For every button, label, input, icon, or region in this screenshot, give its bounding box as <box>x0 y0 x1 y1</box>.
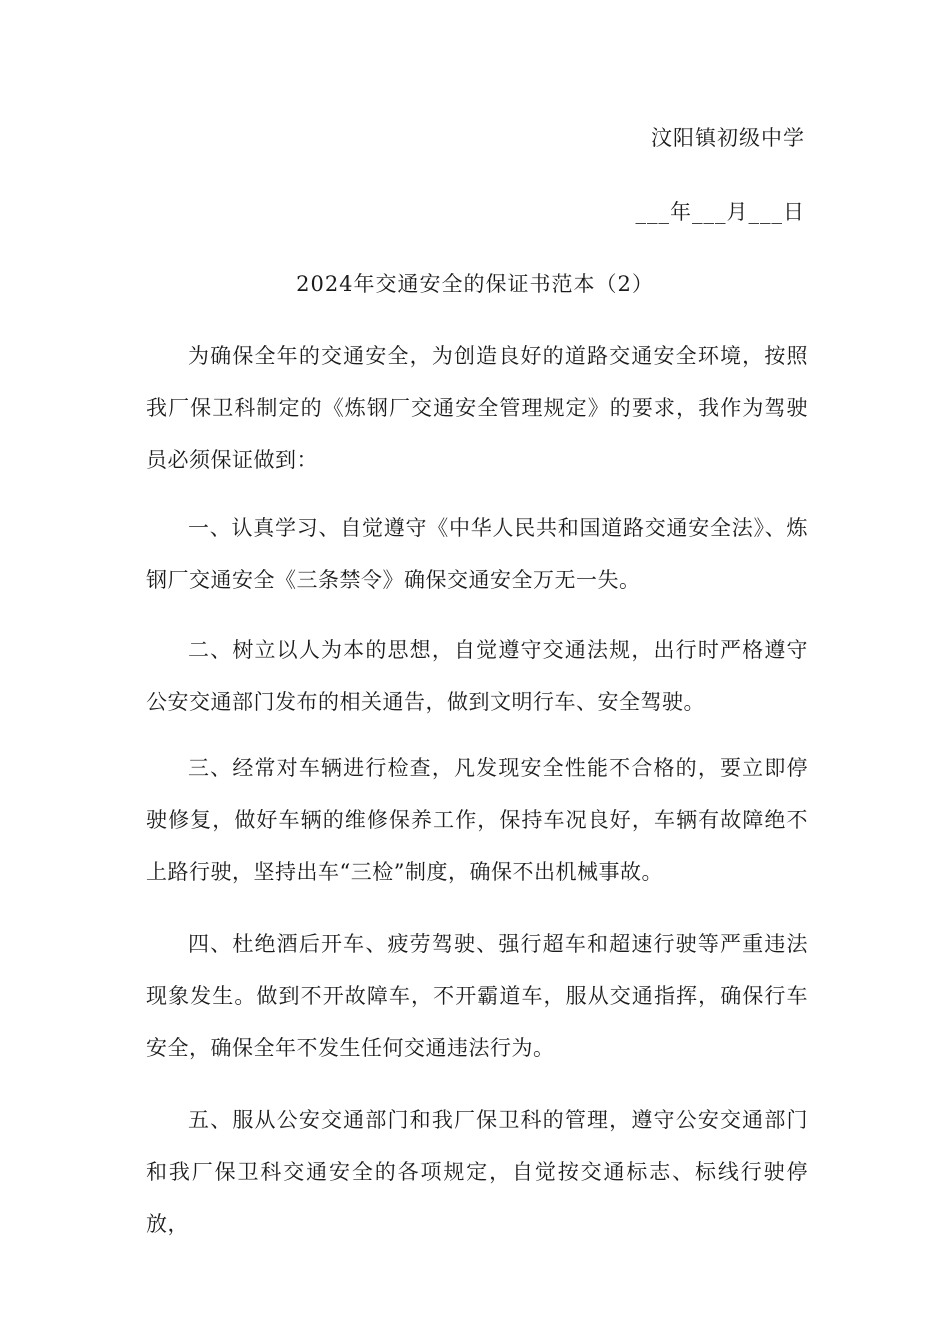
intro-paragraph: 为确保全年的交通安全，为创造良好的道路交通安全环境，按照我厂保卫科制定的《炼钢厂交通安全管理规定》的要求，我作为驾驶员必须保证做到： <box>146 344 808 472</box>
item-paragraph-2: 二、树立以人为本的思想，自觉遵守交通法规，出行时严格遵守公安交通部门发布的相关通告，做到文明行车、安全驾驶。 <box>146 638 808 714</box>
item-paragraph-5: 五、服从公安交通部门和我厂保卫科的管理，遵守公安交通部门和我厂保卫科交通安全的各项规定，自觉按交通标志、标线行驶停放， <box>146 1108 808 1236</box>
document-title: 2024年交通安全的保证书范本（2） <box>296 272 654 296</box>
item-block <box>146 918 808 1074</box>
school-name: 汶阳镇初级中学 <box>651 126 805 150</box>
intro-paragraph-block <box>146 330 808 486</box>
item-paragraph-4: 四、杜绝酒后开车、疲劳驾驶、强行超车和超速行驶等严重违法现象发生。做到不开故障车，不开霸道车，服从交通指挥，确保行车安全，确保全年不发生任何交通违法行为。 <box>146 932 808 1060</box>
item-block <box>146 624 808 728</box>
date-line: ___年___月___日 <box>635 200 805 224</box>
item-paragraph-1: 一、认真学习、自觉遵守《中华人民共和国道路交通安全法》、炼钢厂交通安全《三条禁令》确保交通安全万无一失。 <box>146 516 808 592</box>
item-block <box>146 502 808 606</box>
item-block <box>146 1094 808 1250</box>
item-paragraph-3: 三、经常对车辆进行检查，凡发现安全性能不合格的，要立即停驶修复，做好车辆的维修保养工作，保持车况良好，车辆有故障绝不上路行驶，坚持出车“三检”制度，确保不出机械事故。 <box>146 756 808 884</box>
item-block <box>146 742 808 898</box>
